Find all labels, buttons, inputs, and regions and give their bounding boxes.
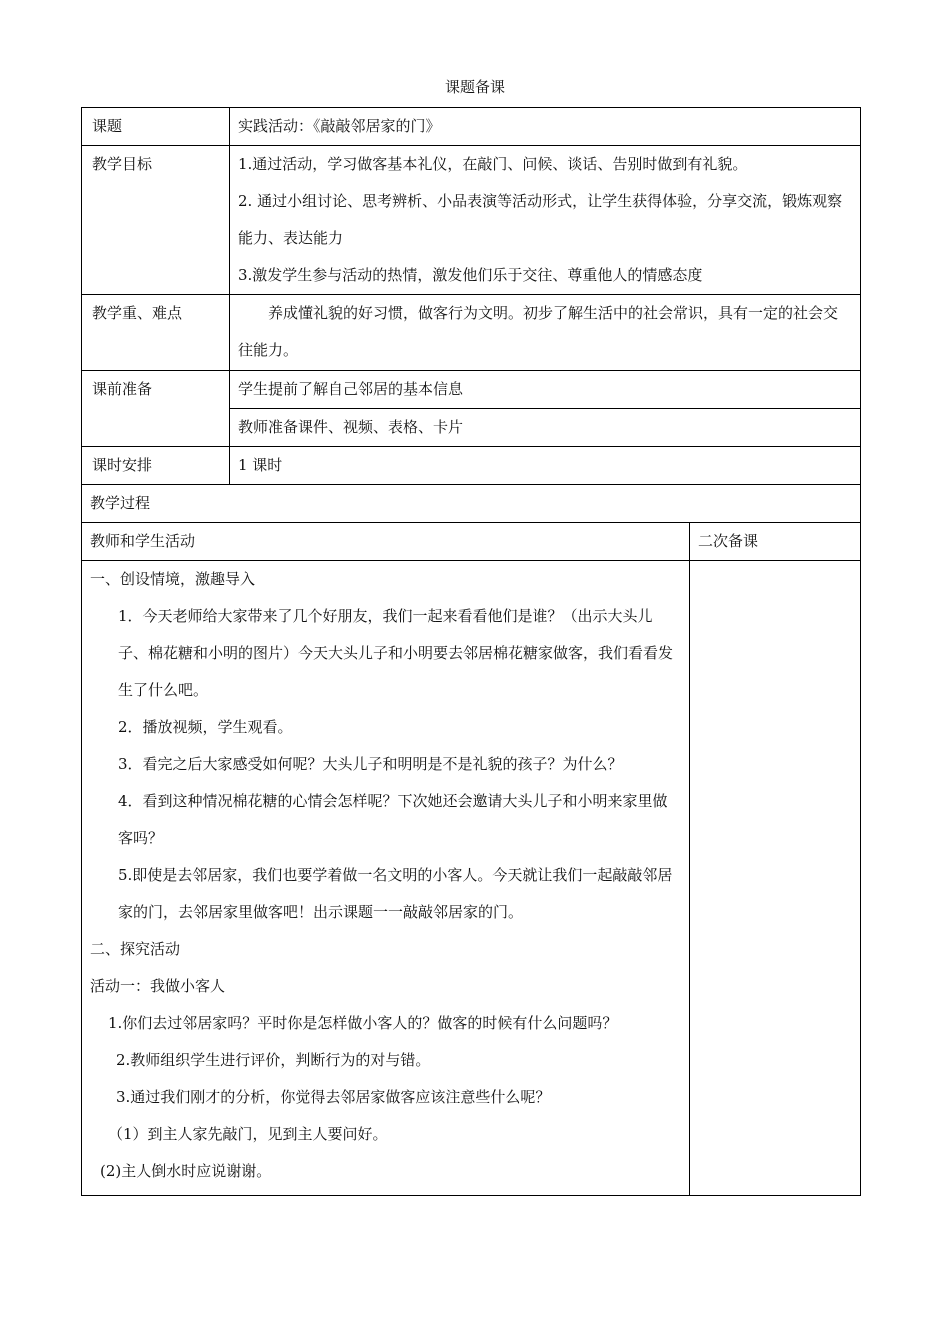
process-side-notes [690,561,861,1196]
prep-row-1 [82,371,861,409]
topic-label: 课题 [82,108,230,146]
col-side-header: 二次备课 [690,523,861,561]
document-title: 课题备课 [444,78,505,96]
section-heading-intro: 一、创设情境，激趣导入 [90,570,256,588]
process-paragraph: 3.通过我们刚才的分析，你觉得去邻居家做客应该注意些什么呢？ [116,1088,551,1106]
prep-item-students: 学生提前了解自己邻居的基本信息 [230,371,861,409]
prep-item-teacher: 教师准备课件、视频、表格、卡片 [230,409,861,447]
process-paragraph: (2)主人倒水时应说谢谢。 [100,1162,272,1180]
goals-content [230,146,861,295]
section-heading-explore: 二、探究活动 [90,940,181,958]
schedule-value: 1 课时 [230,447,861,485]
schedule-label: 课时安排 [82,447,230,485]
prep-label: 课前准备 [82,371,230,447]
key-points-content [230,295,861,371]
activity-heading: 活动一：我做小客人 [90,977,226,995]
process-paragraph: 2.教师组织学生进行评价，判断行为的对与错。 [116,1051,431,1069]
process-paragraph: 3．看完之后大家感受如何呢？大头儿子和明明是不是礼貌的孩子？为什么？ [118,755,623,773]
process-paragraph: 5.即使是去邻居家，我们也要学着做一名文明的小客人。今天就让我们一起敲敲邻居家的门，去邻居家里做客吧！出示课题一一敲敲邻居家的门。 [118,866,673,921]
process-paragraph: 2．播放视频，学生观看。 [118,718,293,736]
goals-label: 教学目标 [82,146,230,295]
goal-line-2: 2. 通过小组讨论、思考辨析、小品表演等活动形式，让学生获得体验，分享交流，锻炼观察能力、表达能力 [238,192,843,247]
goal-line-3: 3.激发学生参与活动的热情，激发他们乐于交往、尊重他人的情感态度 [238,266,703,284]
key-points-text: 养成懂礼貌的好习惯，做客行为文明。初步了解生活中的社会常识，具有一定的社会交往能力。 [238,304,839,359]
process-columns-row [82,523,861,561]
goal-line-1: 1.通过活动，学习做客基本礼仪，在敲门、问候、谈话、告别时做到有礼貌。 [238,155,748,173]
key-points-label: 教学重、难点 [82,295,230,371]
key-points-row [82,295,861,371]
topic-row [82,108,861,146]
process-paragraph: 1.你们去过邻居家吗？平时你是怎样做小客人的？做客的时候有什么问题吗？ [108,1014,618,1032]
process-paragraph: 1．今天老师给大家带来了几个好朋友，我们一起来看看他们是谁？（出示大头儿子、棉花糖和小明的图片）今天大头儿子和小明要去邻居棉花糖家做客，我们看看发生了什么吧。 [118,607,674,699]
process-main-content [82,561,690,1196]
col-main-header: 教师和学生活动 [82,523,690,561]
process-header-row [82,485,861,523]
process-paragraph: （1）到主人家先敲门，见到主人要问好。 [108,1125,388,1143]
schedule-row [82,447,861,485]
goals-row [82,146,861,295]
lesson-plan-table [81,107,861,1196]
process-content-row [82,561,861,1196]
process-header: 教学过程 [82,485,861,523]
topic-value: 实践活动：《敲敲邻居家的门》 [230,108,861,146]
process-paragraph: 4．看到这种情况棉花糖的心情会怎样呢？下次她还会邀请大头儿子和小明来家里做客吗？ [118,792,668,847]
